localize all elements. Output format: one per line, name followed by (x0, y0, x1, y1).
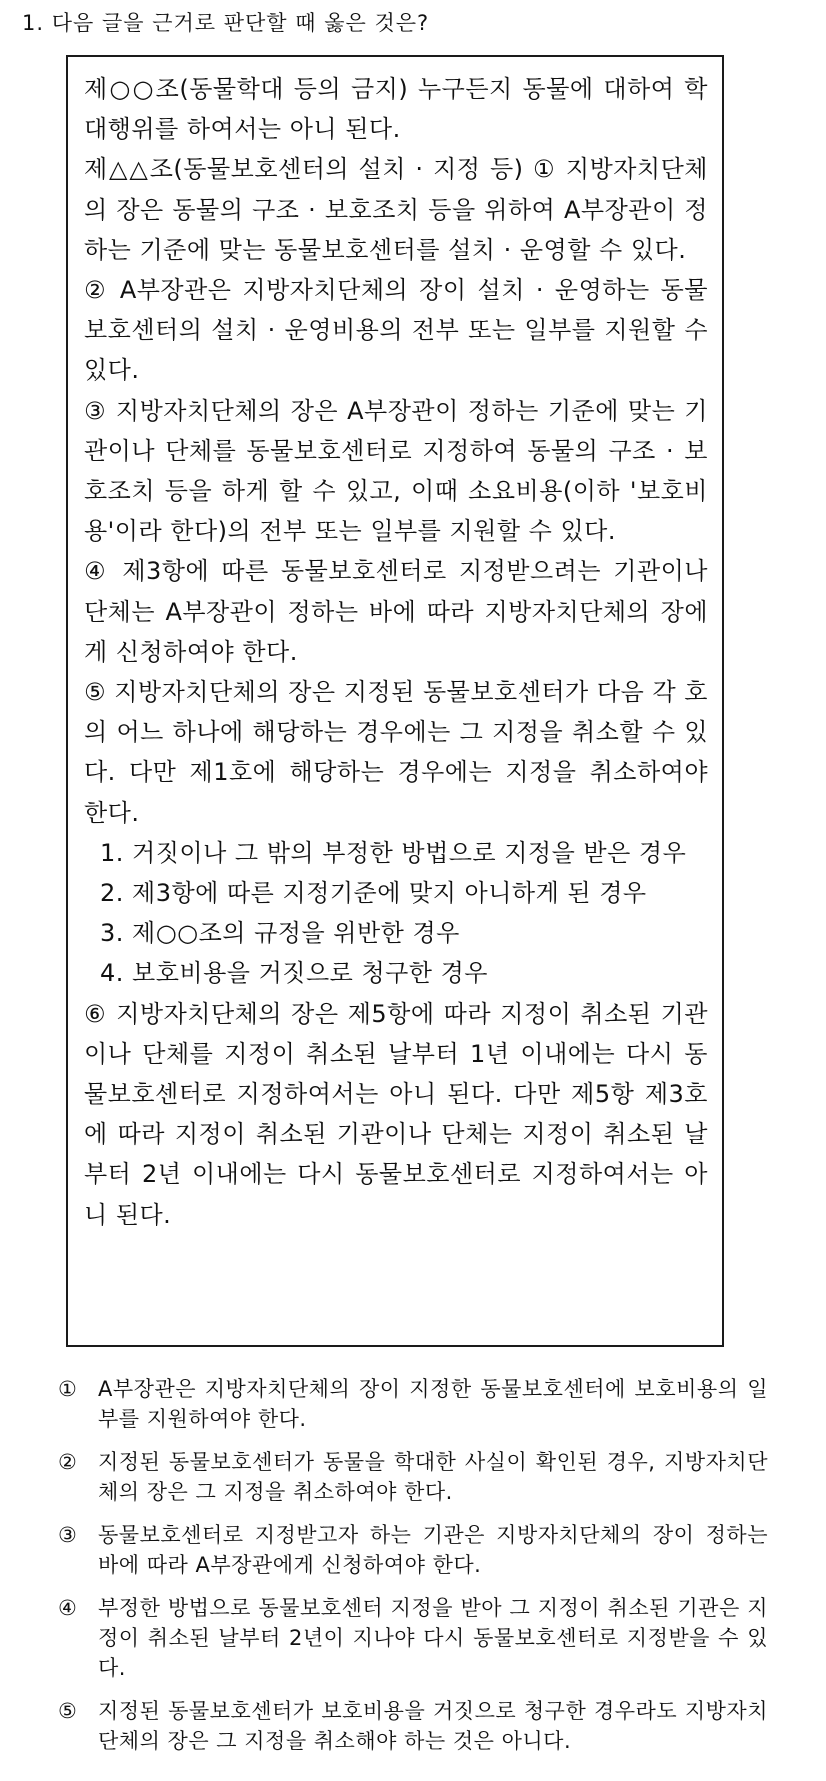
law-clause-5-item-3: 3. 제○○조의 규정을 위반한 경우 (100, 919, 460, 948)
choice-number: ① (58, 1377, 78, 1401)
answer-choice-5[interactable] (58, 1696, 768, 1756)
choice-number: ④ (58, 1596, 78, 1620)
choice-number: ⑤ (58, 1699, 78, 1723)
law-clause-4: ④ 제3항에 따른 동물보호센터로 지정받으려는 기관이나 단체는 A부장관이 정하는 바에 따라 지방자치단체의 장에게 신청하여야 한다. (84, 557, 708, 666)
law-text-box (66, 55, 724, 1347)
answer-choice-2[interactable] (58, 1447, 768, 1507)
law-clause-2: ② A부장관은 지방자치단체의 장이 설치 · 운영하는 동물보호센터의 설치 · 운영비용의 전부 또는 일부를 지원할 수 있다. (84, 276, 708, 385)
choice-text: 지정된 동물보호센터가 동물을 학대한 사실이 확인된 경우, 지방자치단체의 장은 그 지정을 취소하여야 한다. (98, 1450, 768, 1504)
law-clause-5-item-2: 2. 제3항에 따른 지정기준에 맞지 아니하게 된 경우 (100, 879, 647, 908)
answer-choice-1[interactable] (58, 1374, 768, 1434)
question-title: 1. 다음 글을 근거로 판단할 때 옳은 것은? (22, 11, 430, 35)
law-clause-3: ③ 지방자치단체의 장은 A부장관이 정하는 기준에 맞는 기관이나 단체를 동물보호센터로 지정하여 동물의 구조 · 보호조치 등을 하게 할 수 있고, 이때 소요비용(이하 '보호비용'이라 한다)의 전부 또는 일부를 지원할 수 있다. (84, 396, 708, 546)
law-clause-5-item-1: 1. 거짓이나 그 밖의 부정한 방법으로 지정을 받은 경우 (100, 838, 687, 867)
choice-number: ③ (58, 1523, 78, 1547)
law-article-center-clause-1: 제△△조(동물보호센터의 설치 · 지정 등) ① 지방자치단체의 장은 동물의 구조 · 보호조치 등을 위하여 A부장관이 정하는 기준에 맞는 동물보호센터를 설치 · 운영할 수 있다. (84, 155, 708, 264)
law-clause-5: ⑤ 지방자치단체의 장은 지정된 동물보호센터가 다음 각 호의 어느 하나에 해당하는 경우에는 그 지정을 취소할 수 있다. 다만 제1호에 해당하는 경우에는 지정을 취소하여야 한다. (84, 678, 708, 827)
answer-choice-3[interactable] (58, 1520, 768, 1580)
choice-number: ② (58, 1450, 78, 1474)
law-clause-6: ⑥ 지방자치단체의 장은 제5항에 따라 지정이 취소된 기관이나 단체를 지정이 취소된 날부터 1년 이내에는 다시 동물보호센터로 지정하여서는 아니 된다. 다만 제5항 제3호에 따라 지정이 취소된 기관이나 단체는 지정이 취소된 날부터 2년 이내에는 다시 동물보호센터로 지정하여서는 아니 된다. (84, 999, 708, 1229)
choice-text: 동물보호센터로 지정받고자 하는 기관은 지방자치단체의 장이 정하는 바에 따라 A부장관에게 신청하여야 한다. (98, 1523, 768, 1577)
law-clause-5-item-4: 4. 보호비용을 거짓으로 청구한 경우 (100, 959, 488, 988)
answer-choice-4[interactable] (58, 1593, 768, 1683)
choice-text: A부장관은 지방자치단체의 장이 지정한 동물보호센터에 보호비용의 일부를 지원하여야 한다. (98, 1377, 768, 1431)
choice-text: 부정한 방법으로 동물보호센터 지정을 받아 그 지정이 취소된 기관은 지정이 취소된 날부터 2년이 지나야 다시 동물보호센터로 지정받을 수 있다. (98, 1596, 768, 1680)
answer-choices (58, 1374, 768, 1769)
choice-text: 지정된 동물보호센터가 보호비용을 거짓으로 청구한 경우라도 지방자치단체의 장은 그 지정을 취소해야 하는 것은 아니다. (98, 1699, 768, 1753)
law-article-abuse-ban: 제○○조(동물학대 등의 금지) 누구든지 동물에 대하여 학대행위를 하여서는 아니 된다. (84, 75, 708, 144)
